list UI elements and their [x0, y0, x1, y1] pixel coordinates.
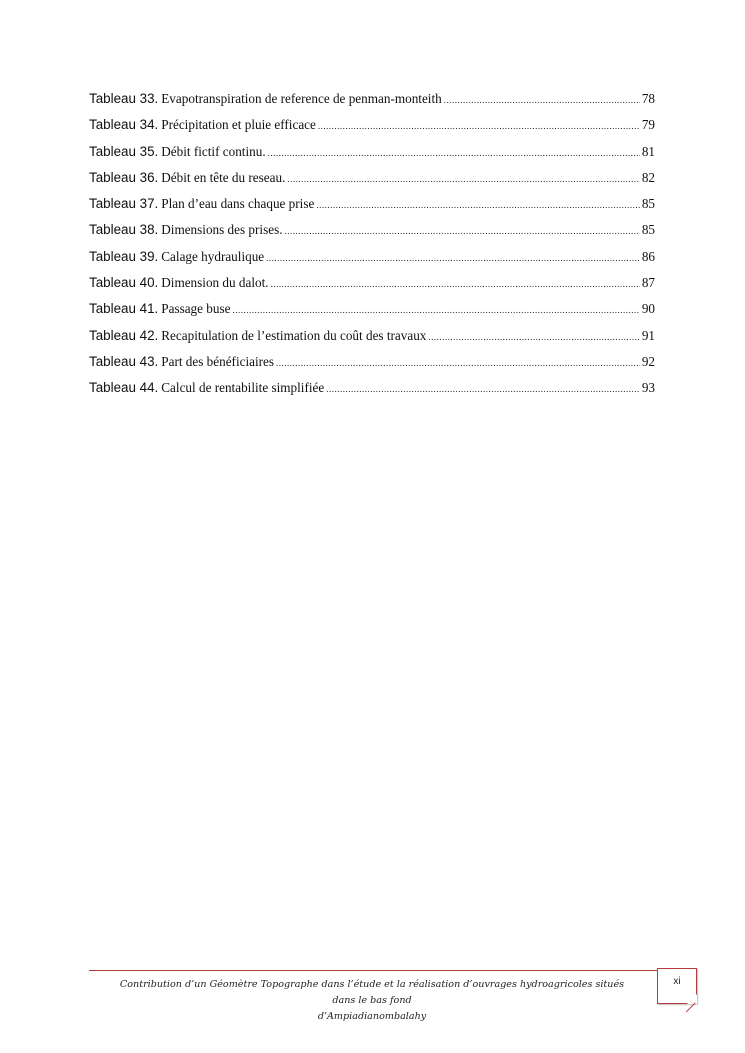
- toc-dot-leader: [285, 218, 640, 244]
- toc-entry-label: Tableau 38.: [89, 222, 159, 238]
- toc-entry[interactable]: [89, 296, 655, 322]
- toc-dot-leader: [326, 376, 640, 402]
- toc-entry-page: 90: [641, 301, 655, 317]
- toc-entry-label: Tableau 34.: [89, 117, 159, 133]
- toc-entry[interactable]: [89, 244, 655, 270]
- toc-entry-label: Tableau 42.: [89, 327, 159, 343]
- toc-dot-leader: [444, 87, 640, 113]
- toc-entry-title: Part des bénéficiaires: [161, 353, 275, 369]
- toc-entry-label: Tableau 33.: [89, 91, 159, 106]
- toc-entry[interactable]: [89, 270, 655, 296]
- toc-dot-leader: [316, 192, 639, 218]
- toc-entry[interactable]: [89, 165, 655, 191]
- toc-entry-label: Tableau 41.: [89, 301, 159, 317]
- toc-dot-leader: [287, 166, 639, 192]
- toc-entry-label: Tableau 40.: [89, 275, 159, 291]
- toc-dot-leader: [266, 245, 640, 271]
- toc-entry-page: 93: [641, 380, 655, 396]
- footer-caption: [110, 977, 634, 1025]
- toc-entry-title: Evapotranspiration de reference de penman-monteith: [161, 91, 442, 106]
- toc-entry[interactable]: [89, 217, 655, 243]
- toc-entry-title: Précipitation et pluie efficace: [161, 117, 316, 133]
- toc-entry-title: Dimensions des prises.: [161, 222, 283, 238]
- toc-entry-title: Débit en tête du reseau.: [161, 169, 286, 185]
- toc-entry-title: Calcul de rentabilite simplifiée: [161, 380, 325, 396]
- toc-entry-title: Dimension du dalot.: [161, 275, 269, 291]
- toc-entry-title: Passage buse: [161, 301, 231, 317]
- toc-entry-page: 91: [641, 327, 655, 343]
- toc-dot-leader: [232, 297, 639, 323]
- toc-entry-page: 78: [641, 91, 655, 106]
- footer-caption-line1: Contribution d’un Géomètre Topographe dans l’étude et la réalisation d’ouvrages hydroagricoles situés dans le bas fond: [119, 979, 625, 1006]
- toc-entry-label: Tableau 39.: [89, 248, 159, 264]
- toc-entry-title: Plan d’eau dans chaque prise: [161, 196, 315, 212]
- toc-entry-page: 86: [641, 248, 655, 264]
- page-number: xi: [673, 976, 681, 987]
- toc-entry-label: Tableau 44.: [89, 380, 159, 396]
- toc-entry[interactable]: [89, 112, 655, 138]
- toc-dot-leader: [428, 324, 639, 350]
- toc-entry-label: Tableau 36.: [89, 169, 159, 185]
- toc-entry[interactable]: [89, 349, 655, 375]
- toc-dot-leader: [268, 140, 640, 166]
- toc-entry-label: Tableau 37.: [89, 196, 159, 212]
- toc-dot-leader: [318, 113, 640, 139]
- toc-entry-label: Tableau 43.: [89, 353, 159, 369]
- toc-entry-page: 85: [641, 222, 655, 238]
- page-number-badge: [657, 968, 697, 1004]
- toc-dot-leader: [276, 350, 640, 376]
- toc-dot-leader: [271, 271, 640, 297]
- toc-entry-title: Calage hydraulique: [161, 248, 265, 264]
- toc-entry-page: 87: [641, 275, 655, 291]
- toc-entry[interactable]: [89, 86, 655, 112]
- toc-entry-page: 79: [641, 117, 655, 133]
- toc-entry-title: Recapitulation de l’estimation du coût des travaux: [161, 327, 427, 343]
- footer-rule: [89, 970, 697, 971]
- toc-entry[interactable]: [89, 375, 655, 401]
- toc-entry-page: 81: [641, 143, 655, 159]
- toc-entry-label: Tableau 35.: [89, 143, 159, 159]
- toc-entry[interactable]: [89, 323, 655, 349]
- list-of-tables: [89, 86, 655, 402]
- toc-entry-title: Débit fictif continu.: [161, 143, 266, 159]
- toc-entry[interactable]: [89, 191, 655, 217]
- footer-caption-line2: d’Ampiadianombalahy: [317, 1011, 427, 1022]
- toc-entry[interactable]: [89, 139, 655, 165]
- toc-entry-page: 82: [641, 169, 655, 185]
- toc-entry-page: 85: [641, 196, 655, 212]
- toc-entry-page: 92: [641, 353, 655, 369]
